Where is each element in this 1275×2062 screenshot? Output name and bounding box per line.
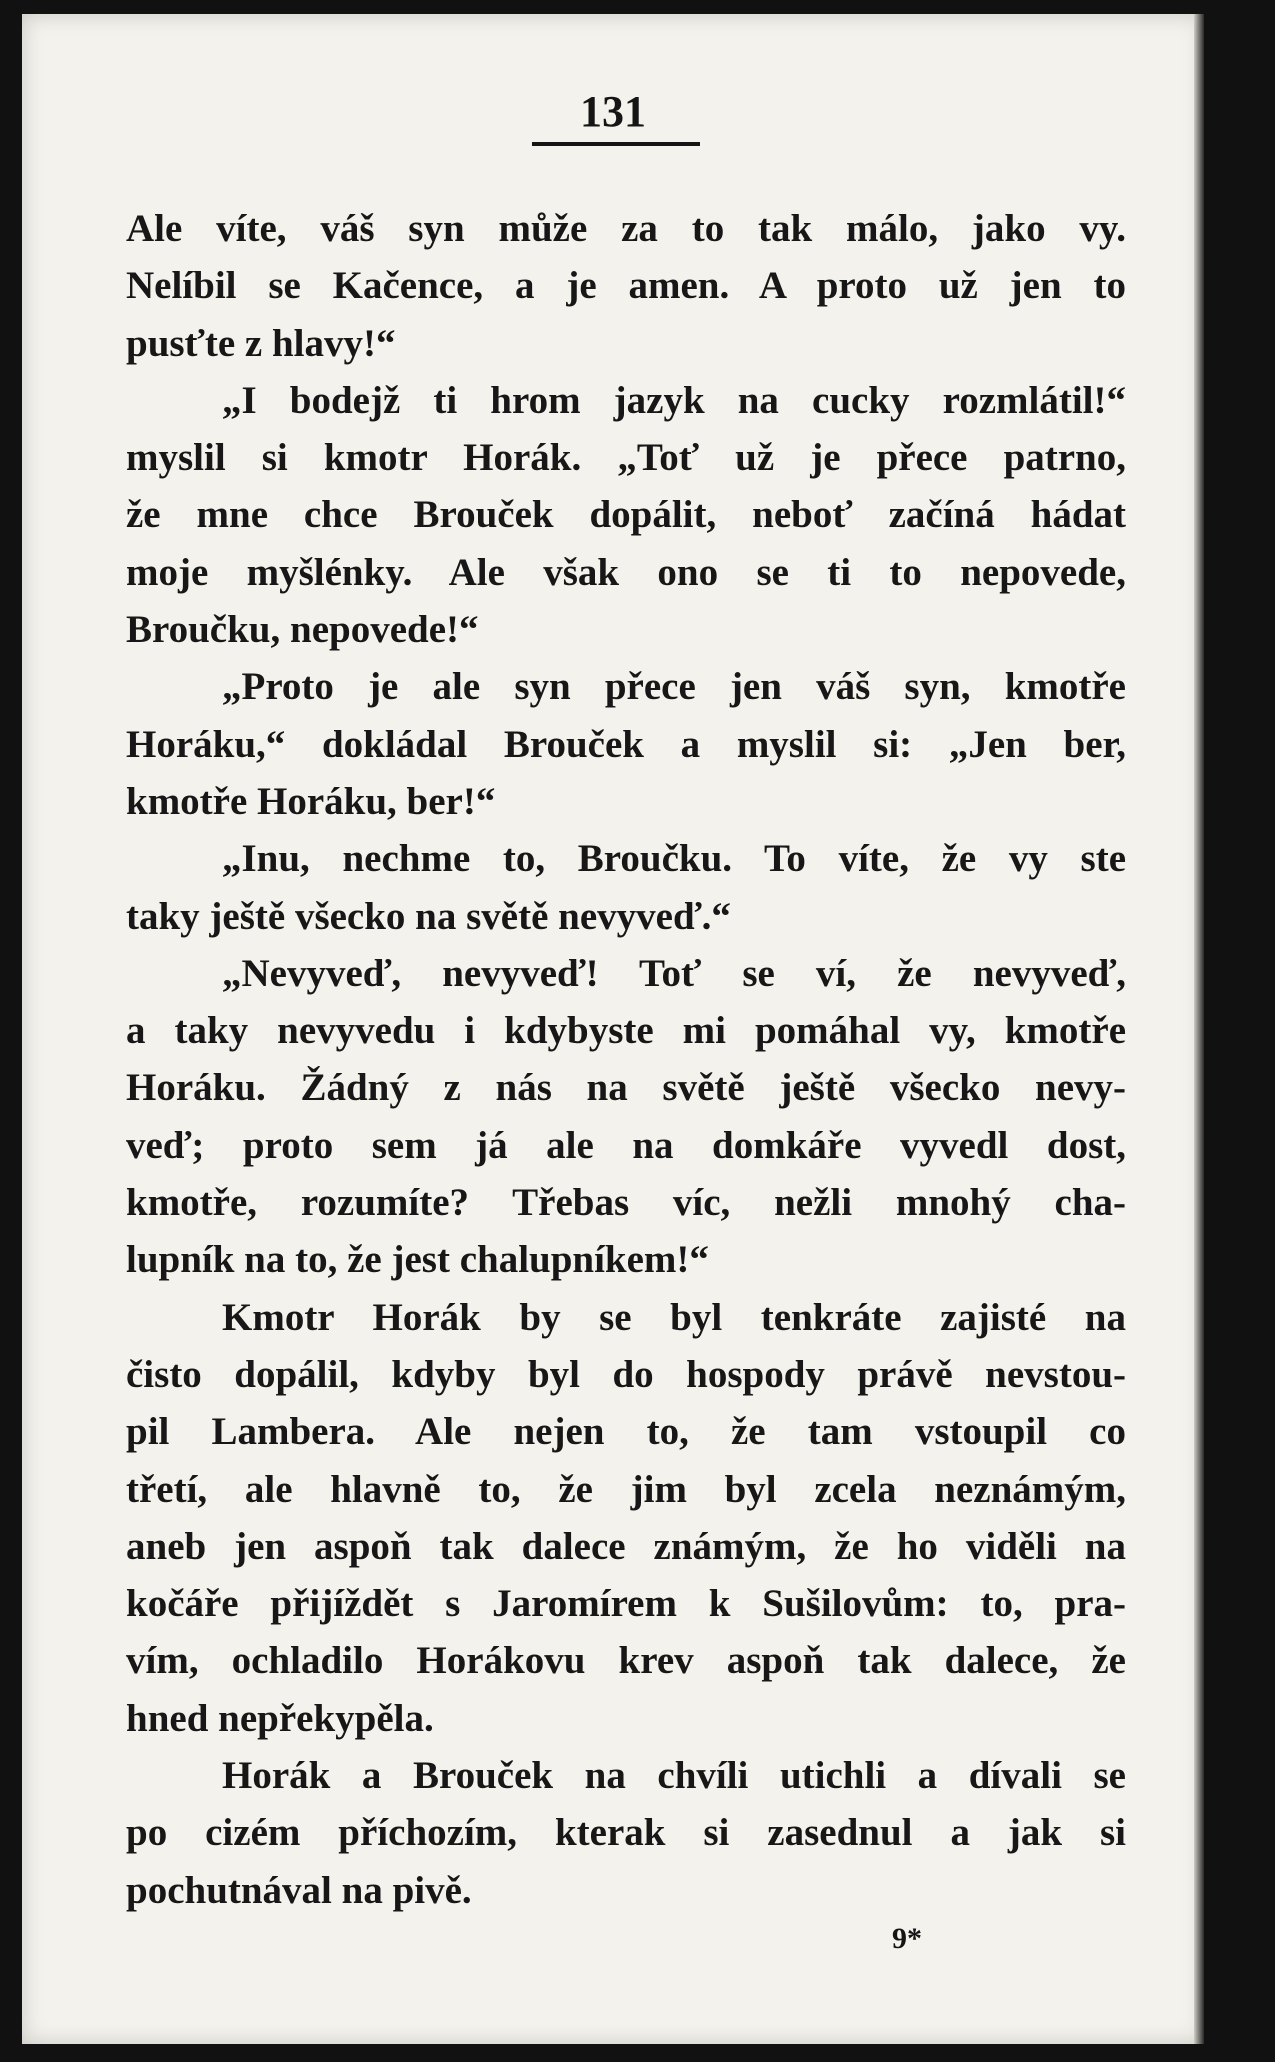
text-line: myslil si kmotr Horák. „Toť už je přece patrno,	[126, 436, 1126, 480]
text-line: hned nepřekypěla.	[126, 1696, 434, 1740]
text-line: Ale víte, váš syn může za to tak málo, jako vy.	[126, 207, 1126, 250]
text-line: Kmotr Horák by se byl tenkráte zajisté na	[222, 1295, 1126, 1339]
text-line: moje myšlénky. Ale však ono se ti to nepovede,	[126, 550, 1126, 594]
text-line: Horáku. Žádný z nás na světě ještě všecko nevy-	[126, 1066, 1126, 1110]
text-line: pusťte z hlavy!“	[126, 321, 396, 365]
text-line: pil Lambera. Ale nejen to, že tam vstoupil co	[126, 1410, 1126, 1454]
text-line: třetí, ale hlavně to, že jim byl zcela neznámým,	[126, 1467, 1126, 1511]
text-line: „I bodejž ti hrom jazyk na cucky rozmlátil!“	[222, 378, 1126, 422]
text-line: veď; proto sem já ale na domkáře vyvedl dost,	[126, 1123, 1126, 1167]
page-number: 131	[580, 87, 646, 136]
text-line: čisto dopálil, kdyby byl do hospody právě nevstou-	[126, 1352, 1126, 1396]
text-line: „Nevyveď, nevyveď! Toť se ví, že nevyveď,	[222, 951, 1126, 995]
page-edge	[1194, 14, 1204, 2044]
text-line: Horák a Brouček na chvíli utichli a dívali se	[222, 1754, 1126, 1798]
body-text	[126, 200, 1126, 1919]
text-line: že mne chce Brouček dopálit, neboť začíná hádat	[126, 493, 1126, 537]
header-rule	[532, 142, 700, 146]
text-line: „Inu, nechme to, Broučku. To víte, že vy ste	[222, 837, 1126, 881]
text-line: Nelíbil se Kačence, a je amen. A proto už jen to	[126, 264, 1126, 308]
signature-mark: 9*	[892, 1922, 922, 1955]
text-line: a taky nevyvedu i kdybyste mi pomáhal vy, kmotře	[126, 1009, 1126, 1053]
text-line: Horáku,“ dokládal Brouček a myslil si: „Jen ber,	[126, 722, 1126, 766]
text-line: kmotře, rozumíte? Třebas víc, nežli mnohý cha-	[126, 1181, 1126, 1225]
text-line: aneb jen aspoň tak dalece známým, že ho viděli na	[126, 1524, 1126, 1568]
text-line: lupník na to, že jest chalupníkem!“	[126, 1238, 709, 1282]
text-line: kočáře přijíždět s Jaromírem k Sušilovům: to, pra-	[126, 1582, 1126, 1626]
text-line: Broučku, nepovede!“	[126, 608, 479, 652]
text-line: kmotře Horáku, ber!“	[126, 779, 496, 823]
text-line: vím, ochladilo Horákovu krev aspoň tak dalece, že	[126, 1639, 1126, 1683]
text-line: po cizém příchozím, kterak si zasednul a jak si	[126, 1811, 1126, 1855]
text-line: taky ještě všecko na světě nevyveď.“	[126, 894, 731, 938]
text-line: „Proto je ale syn přece jen váš syn, kmotře	[222, 665, 1126, 709]
book-page	[22, 14, 1204, 2044]
text-line: pochutnával na pivě.	[126, 1868, 472, 1912]
